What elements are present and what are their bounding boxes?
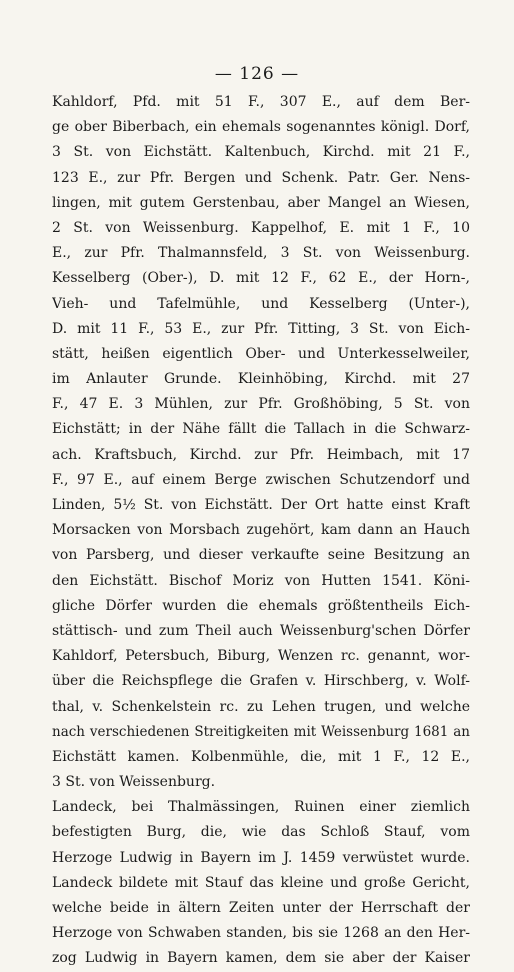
text-line: von Parsberg, und dieser verkaufte seine Besitzung an xyxy=(52,547,470,564)
text-line: gliche Dörfer wurden die ehemals größtentheils Eich- xyxy=(52,597,470,614)
text-line: F., 97 E., auf einem Berge zwischen Schutzendorf und xyxy=(52,471,470,488)
text-line: nach verschiedenen Streitigkeiten mit Weissenburg 1681 an xyxy=(52,723,470,740)
text-line: 3 St. von Eichstätt. Kaltenbuch, Kirchd. mit 21 F., xyxy=(52,144,470,161)
text-line: Herzoge Ludwig in Bayern im J. 1459 verwüstet wurde. xyxy=(52,849,470,866)
text-line: ach. Kraftsbuch, Kirchd. zur Pfr. Heimbach, mit 17 xyxy=(52,446,470,463)
text-line: stätt, heißen eigentlich Ober- und Unterkesselweiler, xyxy=(52,345,470,362)
text-line: stättisch- und zum Theil auch Weissenburg'schen Dörfer xyxy=(52,622,470,639)
text-line: Landeck, bei Thalmässingen, Ruinen einer ziemlich xyxy=(52,799,470,816)
text-line: ge ober Biberbach, ein ehemals sogenanntes königl. Dorf, xyxy=(52,119,470,136)
text-line: im Anlauter Grunde. Kleinhöbing, Kirchd. mit 27 xyxy=(52,371,470,388)
body-text xyxy=(52,90,470,972)
text-line: Eichstätt kamen. Kolbenmühle, die, mit 1 F., 12 E., xyxy=(52,748,470,765)
text-line: Linden, 5½ St. von Eichstätt. Der Ort hatte einst Kraft xyxy=(52,497,470,513)
text-line: Landeck bildete mit Stauf das kleine und große Gericht, xyxy=(52,874,470,891)
text-line: lingen, mit gutem Gerstenbau, aber Mangel an Wiesen, xyxy=(52,194,470,211)
text-line: welche beide in ältern Zeiten unter der Herrschaft der xyxy=(52,900,470,916)
text-line: Vieh- und Tafelmühle, und Kesselberg (Unter-), xyxy=(52,295,470,312)
text-line: F., 47 E. 3 Mühlen, zur Pfr. Großhöbing, 5 St. von xyxy=(52,396,470,413)
text-line: Kahldorf, Petersbuch, Biburg, Wenzen rc. genannt, wor- xyxy=(52,648,470,665)
page-number-header: — 126 — xyxy=(214,64,300,84)
text-line: thal, v. Schenkelstein rc. zu Lehen trugen, und welche xyxy=(52,698,470,715)
text-line: D. mit 11 F., 53 E., zur Pfr. Titting, 3 St. von Eich- xyxy=(52,320,470,337)
text-line: Kesselberg (Ober-), D. mit 12 F., 62 E., der Horn-, xyxy=(52,270,470,287)
text-line: Herzoge von Schwaben standen, bis sie 1268 an den Her- xyxy=(52,925,470,942)
text-line: Eichstätt; in der Nähe fällt die Tallach in die Schwarz- xyxy=(52,421,470,438)
text-line: Kahldorf, Pfd. mit 51 F., 307 E., auf dem Ber- xyxy=(52,94,470,110)
text-line: 3 St. von Weissenburg. xyxy=(52,774,216,791)
text-line: 2 St. von Weissenburg. Kappelhof, E. mit 1 F., 10 xyxy=(52,219,470,236)
text-line: zog Ludwig in Bayern kamen, dem sie aber der Kaiser xyxy=(52,950,470,967)
text-line: den Eichstätt. Bischof Moriz von Hutten 1541. Köni- xyxy=(52,572,470,589)
text-line: E., zur Pfr. Thalmannsfeld, 3 St. von Weissenburg. xyxy=(52,245,470,262)
text-line: 123 E., zur Pfr. Bergen und Schenk. Patr. Ger. Nens- xyxy=(52,169,470,186)
text-line: Morsacken von Morsbach zugehört, kam dann an Hauch xyxy=(52,522,470,539)
text-line: über die Reichspflege die Grafen v. Hirschberg, v. Wolf- xyxy=(52,673,470,690)
text-line: befestigten Burg, die, wie das Schloß Stauf, vom xyxy=(52,824,470,841)
